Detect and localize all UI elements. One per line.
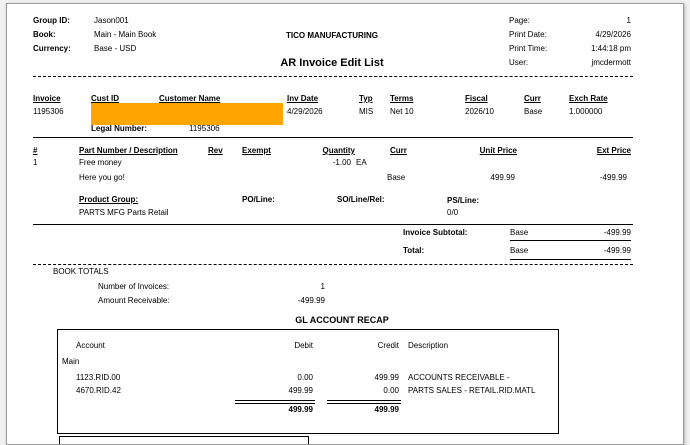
user-label: User: [509,58,529,67]
ps-line-label: PS/Line: [447,196,480,205]
col-cust-id: Cust ID [91,94,119,103]
amount-receivable-label: Amount Receivable: [98,296,170,305]
gl-col-description: Description [408,341,449,350]
so-line-label: SO/Line/Rel: [337,195,385,204]
gl-group-label: Main [62,357,80,366]
col-typ: Typ [359,94,373,103]
invoice-date: 4/29/2026 [287,107,323,116]
gl-debit-total-rule [235,400,315,404]
col-curr: Curr [524,94,541,103]
book-label: Book: [33,30,56,39]
user-value: jmcdermott [591,58,631,67]
invoice-divider [33,137,633,138]
invoice-type: MIS [359,107,374,116]
invoice-number: 1195306 [33,107,64,116]
invoice-exch-rate: 1.000000 [569,107,603,116]
col-quantity: Quantity [322,146,355,155]
line-number: 1 [33,158,38,167]
gl-credit-total-rule [327,400,401,404]
page-label: Page: [509,16,530,25]
group-id-label: Group ID: [33,16,70,25]
col-line-num: # [33,146,38,155]
page-number: 1 [626,16,631,25]
redacted-customer [91,103,283,125]
gl-row-credit: 0.00 [383,386,399,395]
gl-row-description: ACCOUNTS RECEIVABLE - [408,373,510,382]
num-invoices-label: Number of Invoices: [98,282,170,291]
legal-number-label: Legal Number: [91,124,148,133]
company-name: TICO MANUFACTURING [286,31,378,40]
gl-row-account: 4670.RID.42 [76,386,121,395]
print-date-value: 4/29/2026 [595,30,631,39]
col-line-curr: Curr [390,146,407,155]
total-curr: Base [510,246,529,255]
line-quantity: -1.00 [332,158,351,167]
col-part: Part Number / Description [79,146,178,155]
line-ext-price: -499.99 [599,173,627,182]
col-terms: Terms [390,94,414,103]
col-exch-rate: Exch Rate [569,94,608,103]
line-comment: Here you go! [79,173,125,182]
gl-debit-total: 499.99 [288,405,313,414]
amount-receivable-value: -499.99 [297,296,325,305]
col-fiscal: Fiscal [465,94,488,103]
subtotal-curr: Base [510,228,529,237]
subtotal-value: -499.99 [603,228,631,237]
group-id-value: Jason001 [94,16,129,25]
book-value: Main - Main Book [94,30,157,39]
gl-recap-title: GL ACCOUNT RECAP [295,315,389,325]
gl-row-credit: 499.99 [374,373,399,382]
print-time-label: Print Time: [509,44,548,53]
col-exempt: Exempt [242,146,271,155]
col-inv-date: Inv Date [287,94,319,103]
col-customer-name: Customer Name [159,94,221,103]
subtotal-label: Invoice Subtotal: [403,228,468,237]
invoice-fiscal: 2026/10 [465,107,494,116]
legal-number-value: 1195306 [189,124,220,133]
product-group-label: Product Group: [79,195,139,204]
subtotal-rule [510,240,631,241]
col-rev: Rev [208,146,223,155]
gl-row-debit: 499.99 [288,386,313,395]
report-page [6,3,684,445]
line-description: Free money [79,158,122,167]
gl-col-account: Account [76,341,105,350]
po-line-label: PO/Line: [242,195,275,204]
col-unit-price: Unit Price [479,146,517,155]
gl-row-description: PARTS SALES - RETAIL.RID.MATL [408,386,536,395]
gl-col-debit: Debit [294,341,313,350]
print-date-label: Print Date: [509,30,547,39]
report-title: AR Invoice Edit List [280,57,384,69]
invoice-terms: Net 10 [390,107,414,116]
gl-row-account: 1123.RID.00 [76,373,121,382]
invoice-curr: Base [524,107,543,116]
currency-value: Base - USD [94,44,137,53]
total-label: Total: [403,246,425,255]
col-invoice: Invoice [33,94,61,103]
ps-line-value: 0/0 [447,208,459,217]
line-curr: Base [387,173,406,182]
totals-divider [33,264,633,265]
header-divider [33,76,633,77]
print-time-value: 1:44:18 pm [590,44,631,53]
currency-label: Currency: [33,44,71,53]
gl-row-debit: 0.00 [297,373,313,382]
total-rule [510,259,631,260]
num-invoices-value: 1 [320,282,325,291]
lines-divider [33,224,633,225]
line-uom: EA [356,158,367,167]
gl-credit-total: 499.99 [374,405,399,414]
line-unit-price: 499.99 [490,173,515,182]
product-group-value: PARTS MFG Parts Retail [79,208,169,217]
total-value: -499.99 [603,246,631,255]
col-ext-price: Ext Price [596,146,631,155]
gl-col-credit: Credit [377,341,399,350]
book-totals-title: BOOK TOTALS [53,267,109,276]
